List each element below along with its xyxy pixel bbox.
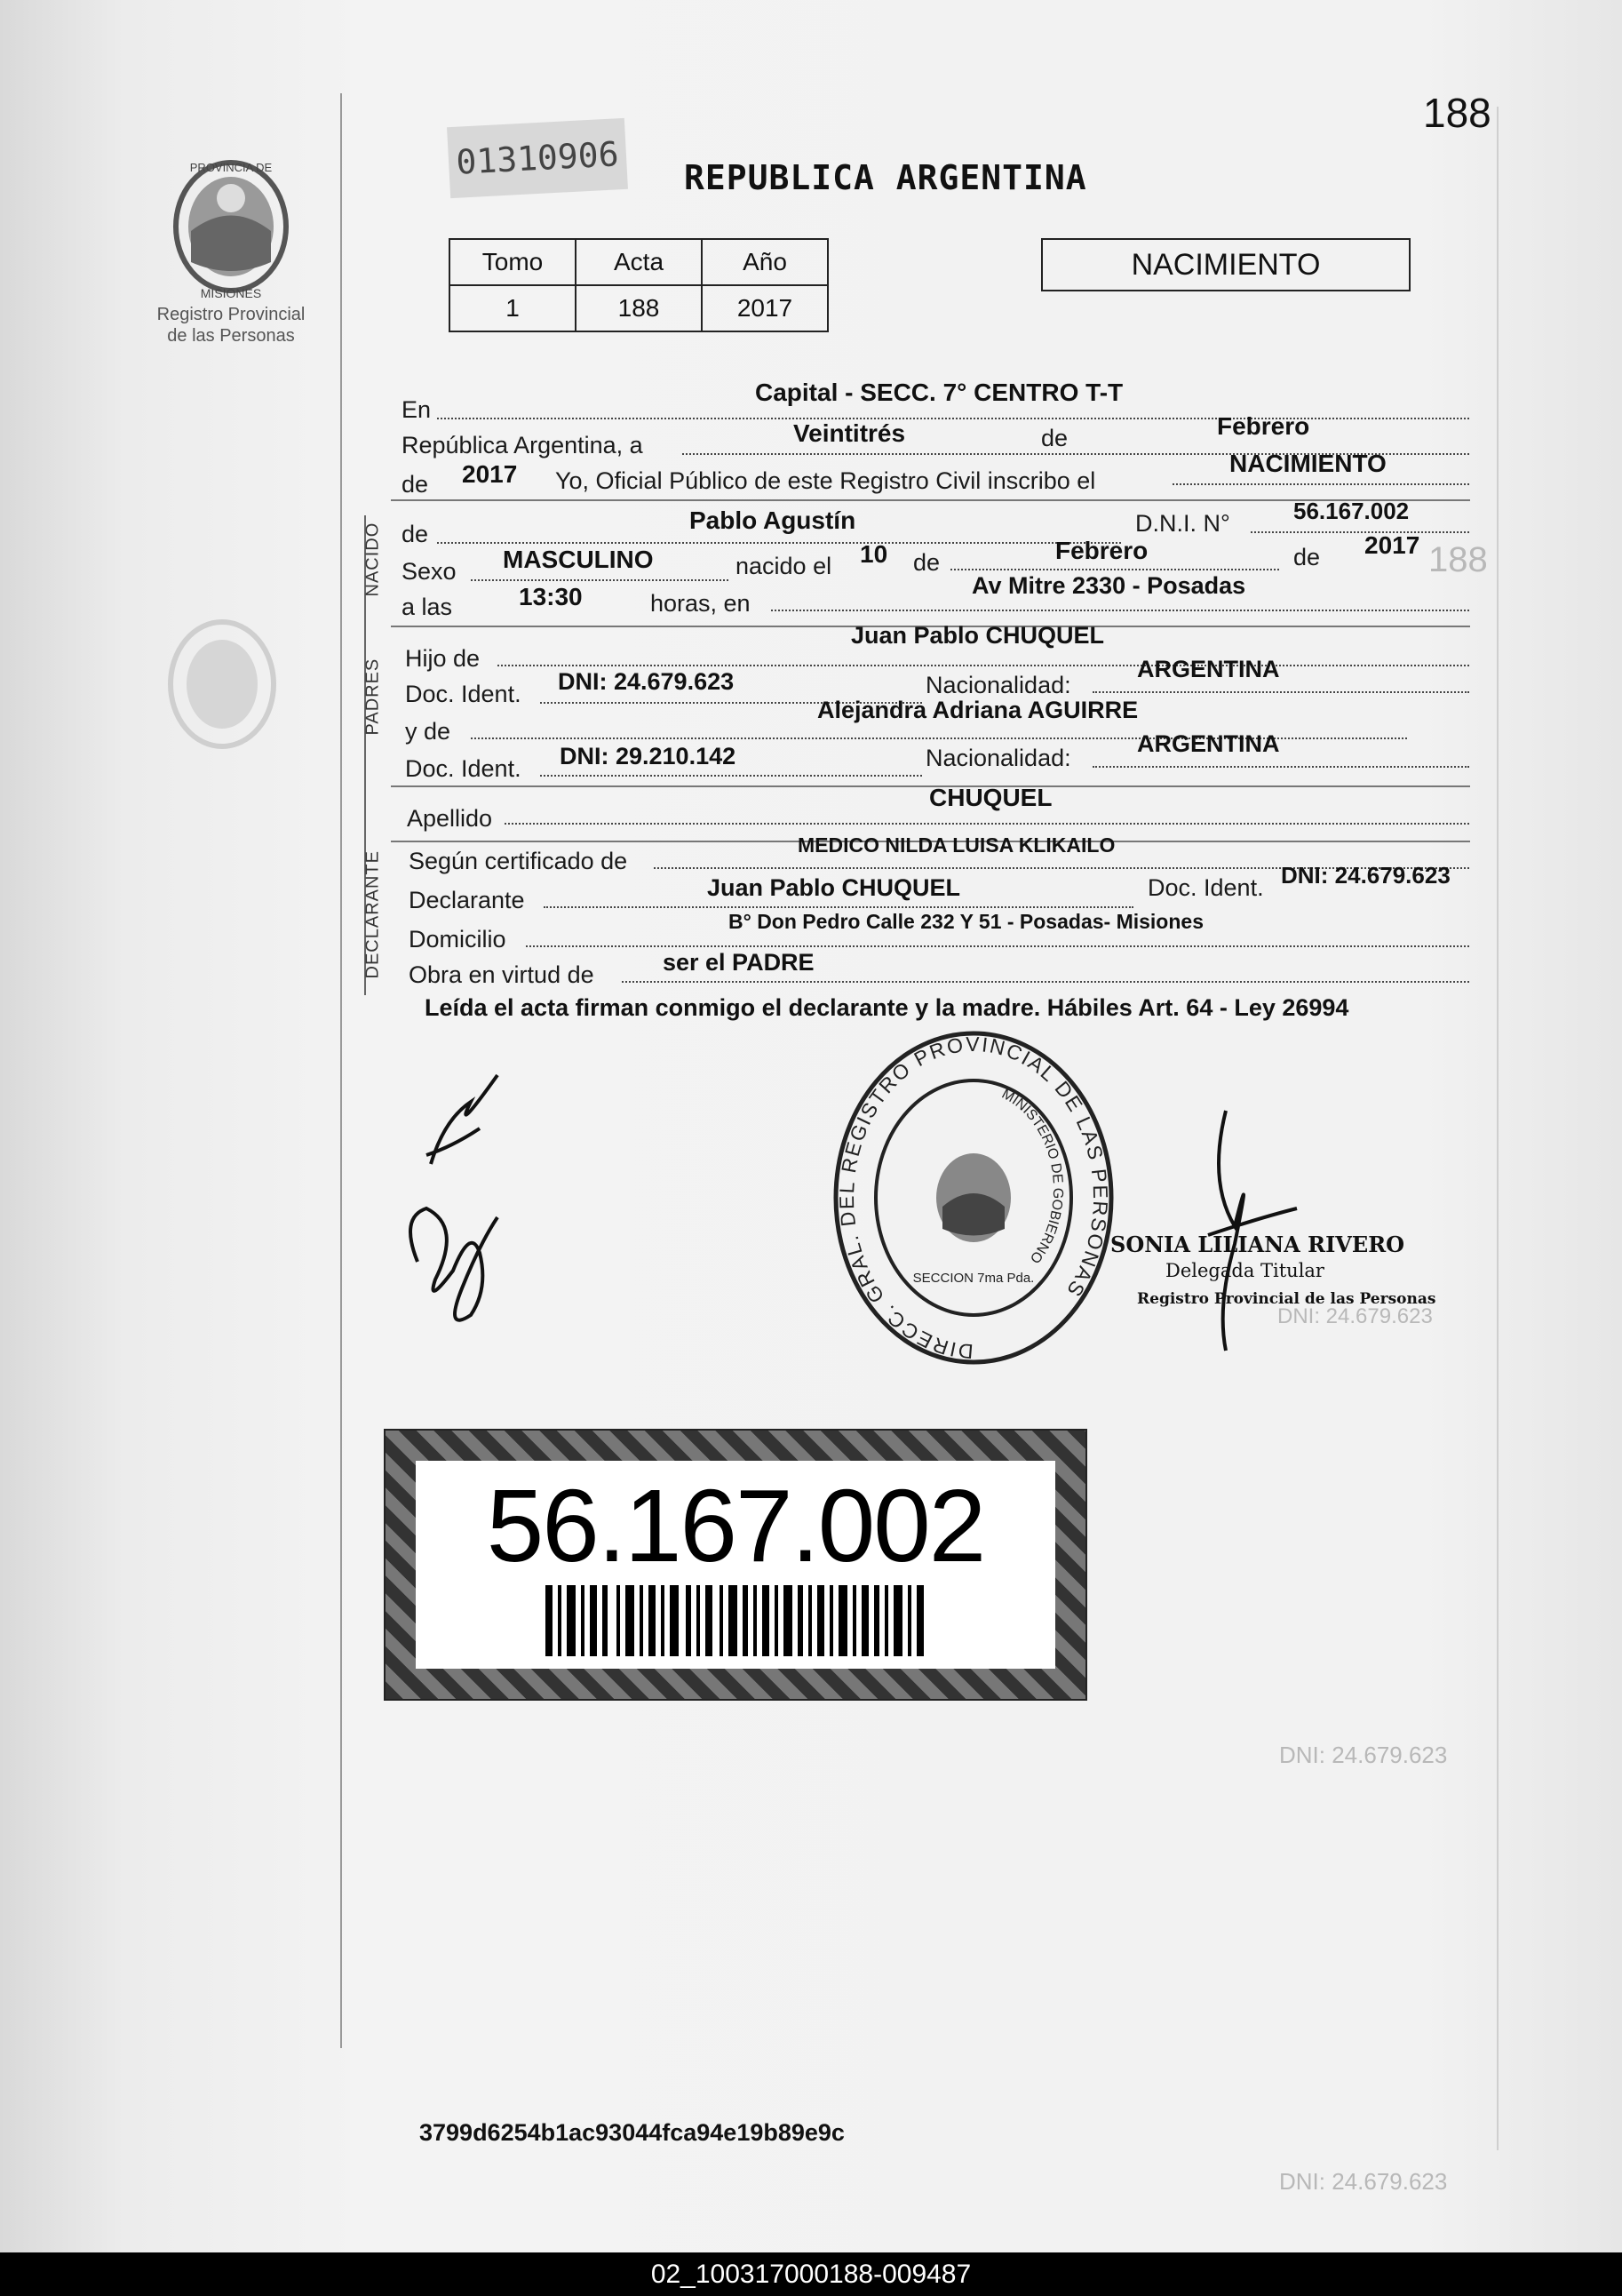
registry-logo <box>142 147 320 351</box>
madre-nac-label: Nacionalidad: <box>926 745 1071 771</box>
declarante-nombre: Juan Pablo CHUQUEL <box>707 874 961 901</box>
svg-text:MISIONES: MISIONES <box>200 286 262 300</box>
nacido-dia: 10 <box>860 540 888 568</box>
declarante-doc-label: Doc. Ident. <box>1148 874 1264 901</box>
hijo-de-label: Hijo de <box>405 645 481 672</box>
apellido-value: CHUQUEL <box>929 784 1053 811</box>
declarant-signature-icon <box>391 1066 533 1333</box>
dotted-line <box>771 610 1469 611</box>
value-tomo: 1 <box>449 285 576 331</box>
sticker-number: 56.167.002 <box>486 1468 985 1583</box>
svg-text:MINISTERIO DE GOBIERNO <box>999 1087 1065 1266</box>
apellido-label: Apellido <box>407 805 493 832</box>
nacido-de-label: de <box>402 521 429 547</box>
nacido-el-label: nacido el <box>735 553 832 579</box>
dotted-line <box>1093 691 1469 693</box>
sexo-label: Sexo <box>402 558 457 585</box>
official-role: Delegada Titular <box>1165 1260 1324 1281</box>
republica-label: República Argentina, a <box>402 432 643 458</box>
declarante-doc: DNI: 24.679.623 <box>1281 862 1451 889</box>
madre-doc: DNI: 29.210.142 <box>560 743 736 769</box>
act-type-box: NACIMIENTO <box>1041 238 1411 291</box>
domicilio-value: B° Don Pedro Calle 232 Y 51 - Posadas- Misiones <box>728 910 1204 933</box>
stamp-inner-text: MINISTERIO DE GOBIERNO <box>998 1086 1066 1266</box>
anio-value: 2017 <box>462 460 518 488</box>
right-margin-line <box>1497 107 1499 2150</box>
margin-line <box>340 93 342 2048</box>
horas-label: horas, en <box>650 590 751 617</box>
file-id-footer: 02_100317000188-009487 <box>0 2252 1622 2296</box>
nacido-mes: Febrero <box>1055 537 1149 564</box>
alas-label: a las <box>402 594 453 620</box>
id-sticker <box>384 1429 1087 1701</box>
official-office: Registro Provincial de las Personas <box>1137 1290 1436 1308</box>
value-acta: 188 <box>576 285 702 331</box>
svg-text:PROVINCIA DE: PROVINCIA DE <box>189 161 273 174</box>
declarante-section-label: DECLARANTE <box>362 850 383 979</box>
de-label-2: de <box>402 471 429 498</box>
dotted-line <box>497 665 1469 666</box>
declarante-label: Declarante <box>409 887 525 913</box>
en-value: Capital - SECC. 7° CENTRO T-T <box>755 379 1124 406</box>
dotted-line <box>540 775 922 777</box>
ghost-page-number: 188 <box>1428 540 1488 579</box>
dotted-line <box>544 906 1133 908</box>
official-name: SONIA LILIANA RIVERO <box>1110 1232 1405 1257</box>
dotted-line <box>505 823 1469 825</box>
y-de-label: y de <box>405 718 451 745</box>
dotted-line <box>437 418 1469 419</box>
nacido-section-label: NACIDO <box>362 522 383 597</box>
padre-doc: DNI: 24.679.623 <box>558 668 735 695</box>
page-number: 188 <box>1423 90 1491 136</box>
nacido-anio: 2017 <box>1364 531 1420 559</box>
dni-label: D.N.I. N° <box>1135 510 1230 537</box>
dotted-line <box>950 569 1279 570</box>
madre-nombre: Alejandra Adriana AGUIRRE <box>817 697 1139 723</box>
stamp-bottom-text: SECCION 7ma Pda. <box>912 1271 1035 1286</box>
dotted-line <box>526 945 1469 947</box>
serial-number: 01310906 <box>447 118 628 198</box>
padre-nombre: Juan Pablo CHUQUEL <box>851 622 1105 649</box>
logo-line1: Registro Provincial <box>156 305 306 324</box>
padre-nac: ARGENTINA <box>1137 656 1280 682</box>
dia-value: Veintitrés <box>793 419 906 447</box>
ghost-emblem-icon <box>155 613 289 755</box>
padre-nac-label: Nacionalidad: <box>926 672 1071 698</box>
document-hash: 3799d6254b1ac93044fca94e19b89e9c <box>419 2119 845 2146</box>
header-acta: Acta <box>576 239 702 285</box>
registry-table <box>449 238 829 332</box>
value-anio: 2017 <box>702 285 828 331</box>
act-notes: Leída el acta firman conmigo el declarante y la madre. Hábiles Art. 64 - Ley 26994 <box>425 994 1349 1021</box>
padres-section-label: PADRES <box>362 658 383 736</box>
certificado-label: Según certificado de <box>409 848 628 874</box>
nacido-nombre: Pablo Agustín <box>689 506 856 534</box>
ghost-doc-1: DNI: 24.679.623 <box>1279 1742 1448 1768</box>
obra-value: ser el PADRE <box>663 949 815 976</box>
document-title: REPUBLICA ARGENTINA <box>684 158 1087 197</box>
header-tomo: Tomo <box>449 239 576 285</box>
hora-value: 13:30 <box>519 583 583 610</box>
certificado-value: MEDICO NILDA LUISA KLIKAILO <box>798 833 1116 857</box>
sticker-inner <box>416 1461 1055 1669</box>
stamp-outer-text: DIRECC. GRAL. DEL REGISTRO PROVINCIAL DE LAS PERSONAS <box>834 1032 1113 1364</box>
padre-doc-label: Doc. Ident. <box>405 681 521 707</box>
ghost-doc-2: DNI: 24.679.623 <box>1279 2168 1448 2195</box>
dotted-line <box>471 579 728 581</box>
sexo-value: MASCULINO <box>503 546 654 573</box>
lugar-value: Av Mitre 2330 - Posadas <box>972 572 1246 599</box>
de-label: de <box>1041 425 1069 451</box>
registry-stamp-icon <box>831 1029 1116 1375</box>
header-anio: Año <box>702 239 828 285</box>
madre-doc-label: Doc. Ident. <box>405 755 521 782</box>
tipo-value: NACIMIENTO <box>1229 450 1387 477</box>
dotted-line <box>1173 483 1469 485</box>
dotted-line <box>622 981 1469 983</box>
province-emblem-icon <box>142 147 320 307</box>
dotted-line <box>1093 766 1469 768</box>
en-label: En <box>402 396 432 423</box>
dotted-line <box>437 542 1121 544</box>
mes-value: Febrero <box>1217 412 1310 440</box>
domicilio-label: Domicilio <box>409 926 506 953</box>
dotted-line <box>1251 531 1469 533</box>
yo-text: Yo, Oficial Público de este Registro Civil inscribo el <box>555 467 1096 494</box>
nacido-de2-label: de <box>1293 544 1321 570</box>
obra-label: Obra en virtud de <box>409 961 594 988</box>
nacido-dni: 56.167.002 <box>1293 498 1410 524</box>
logo-line2: de las Personas <box>167 326 295 346</box>
barcode-icon <box>545 1585 927 1656</box>
ghost-declarante-doc: DNI: 24.679.623 <box>1277 1304 1433 1328</box>
madre-nac: ARGENTINA <box>1137 730 1280 757</box>
nacido-de1-label: de <box>913 549 941 576</box>
